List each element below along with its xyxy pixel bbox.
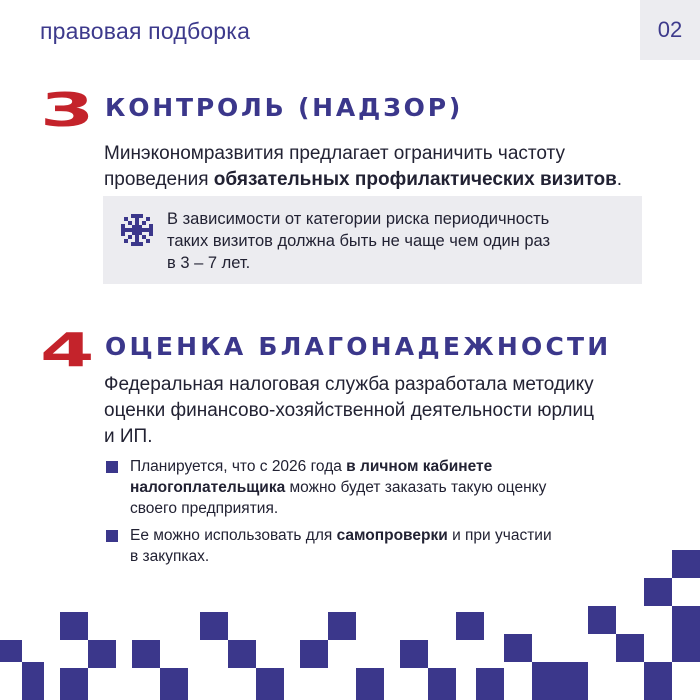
list-item: Ее можно использовать для самопроверки и при участии в закупках.: [130, 527, 552, 565]
page-number-box: [640, 0, 700, 60]
section-number: 4: [40, 323, 95, 377]
section-title: ОЦЕНКА БЛАГОНАДЕЖНОСТИ: [105, 332, 612, 361]
list-item: Планируется, что с 2026 года в личном кабинете налогоплательщика можно будет заказать такую оценку своего предприятия.: [130, 458, 547, 517]
bullet-marker: [106, 461, 118, 473]
snowflake-icon: [117, 210, 157, 250]
section-paragraph: Федеральная налоговая служба разработала методику оценки финансово-хозяйственной деятельности юрлиц и ИП.: [104, 374, 594, 447]
info-callout: [103, 196, 642, 284]
section-title: КОНТРОЛЬ (НАДЗОР): [105, 93, 464, 122]
callout-text: В зависимости от категории риска периодичность таких визитов должна быть не чаще чем один раз в 3 – 7 лет.: [167, 210, 551, 272]
emphasis-text: обязательных профилактических визитов: [213, 169, 617, 190]
page-number: 02: [657, 17, 683, 42]
header-title: правовая подборка: [40, 18, 251, 44]
bullet-marker: [106, 530, 118, 542]
section-paragraph: Минэкономразвития предлагает ограничить частоту проведения обязательных профилактических визитов.: [104, 143, 623, 190]
section-number: 3: [40, 83, 95, 137]
